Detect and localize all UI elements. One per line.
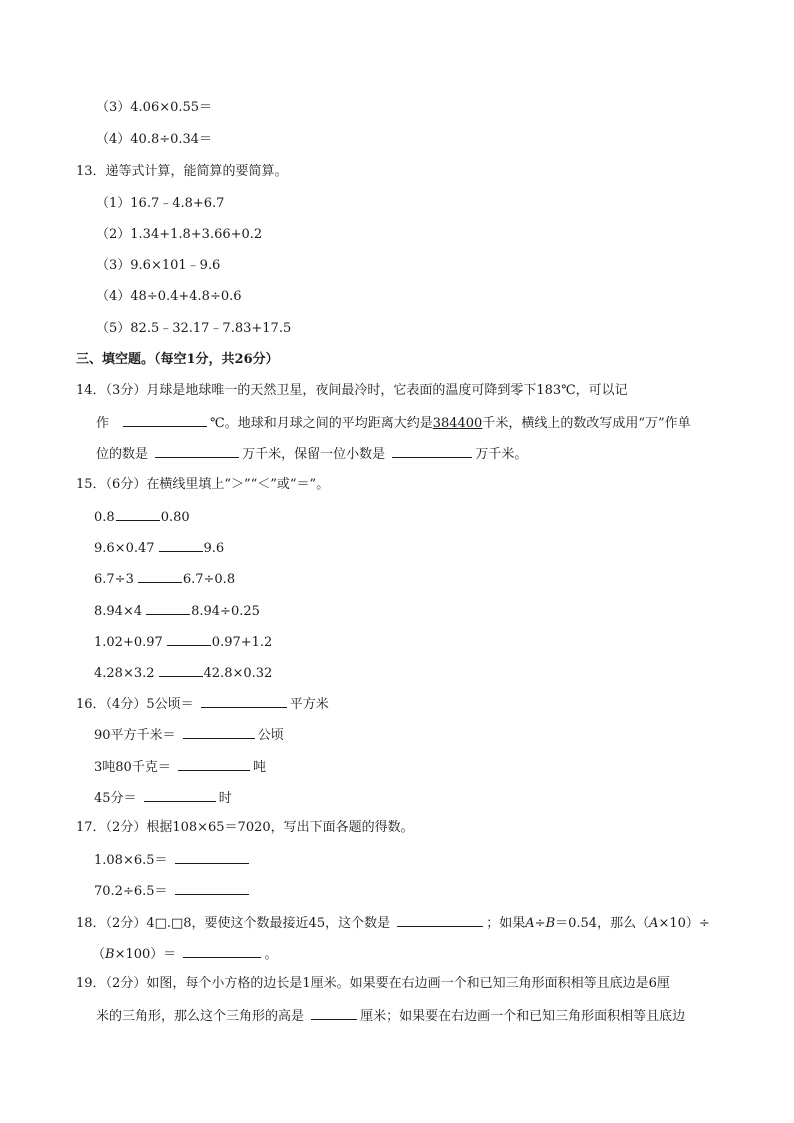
q19-line-1: 19．（2分）如图，每个小方格的边长是1厘米。如果要在右边画一个和已知三角形面积相等且底边是6厘	[76, 976, 670, 991]
answer-blank[interactable]	[392, 444, 472, 458]
q15-row-6	[94, 663, 272, 683]
q17-row-2	[94, 881, 252, 901]
q15-row-1	[94, 507, 190, 527]
q14-text: 万千米。	[475, 447, 528, 462]
q18-text: ×100）＝	[114, 947, 177, 962]
q13-item-1: （1）16.7﹣4.8+6.7	[96, 196, 225, 211]
q17-text: 1.08×6.5＝	[94, 853, 168, 868]
q15-right: 8.94÷0.25	[191, 604, 260, 619]
q19-line-2	[96, 1006, 685, 1026]
answer-blank[interactable]	[183, 944, 261, 958]
q17-title: 17．（2分）根据108×65＝7020，写出下面各题的得数。	[76, 820, 414, 835]
q15-row-5	[94, 632, 272, 652]
q18-text: （	[92, 947, 106, 962]
q18-text: ＝0.54，那么（	[555, 916, 650, 931]
variable-a: A	[649, 916, 659, 931]
section-title: 三、填空题。（每空1分，共26分）	[76, 352, 279, 367]
answer-blank[interactable]	[201, 694, 287, 708]
q16-unit: 吨	[252, 760, 266, 775]
answer-blank[interactable]	[311, 1006, 357, 1020]
q15-left: 8.94×4	[94, 604, 143, 619]
compare-blank[interactable]	[146, 601, 190, 615]
compare-blank[interactable]	[159, 538, 203, 552]
q14-text: ℃。地球和月球之间的平均距离大约是	[210, 416, 433, 431]
q18-text: ÷	[534, 916, 546, 931]
q14-underlined-number: 384400	[432, 416, 483, 431]
q18-text: 18．（2分）4□.□8，要使这个数最接近45，这个数是	[76, 916, 391, 931]
q19-text: 米的三角形，那么这个三角形的高是	[96, 1009, 305, 1024]
q18-line-1	[76, 913, 710, 933]
q16-text: 3吨80千克＝	[94, 760, 171, 775]
q14-text: 作	[96, 416, 110, 431]
q14-text: 万千米，保留一位小数是	[242, 447, 386, 462]
q14-line-2	[96, 413, 691, 433]
q17-text: 70.2÷6.5＝	[94, 884, 168, 899]
q14-line-3	[96, 444, 527, 464]
q16-row-2	[94, 725, 284, 745]
answer-blank[interactable]	[155, 444, 239, 458]
answer-blank[interactable]	[175, 850, 249, 864]
q19-text: 厘米；如果要在右边画一个和已知三角形面积相等且底边	[360, 1009, 686, 1024]
q13-title: 13．递等式计算，能简算的要简算。	[76, 164, 288, 179]
answer-blank[interactable]	[183, 725, 255, 739]
compare-blank[interactable]	[167, 632, 211, 646]
q16-row-4	[94, 788, 232, 808]
q15-right: 9.6	[203, 541, 225, 556]
q14-text: 千米，横线上的数改写成用“万”作单	[482, 416, 691, 431]
q18-text: ；如果	[486, 916, 526, 931]
q15-left: 9.6×0.47	[94, 541, 155, 556]
answer-blank[interactable]	[178, 757, 250, 771]
q16-unit: 时	[218, 791, 232, 806]
q15-left: 1.02+0.97	[94, 635, 163, 650]
q13-item-2: （2）1.34+1.8+3.66+0.2	[96, 227, 263, 242]
q13-item-4: （4）48÷0.4+4.8÷0.6	[96, 289, 242, 304]
variable-a: A	[525, 916, 535, 931]
answer-blank[interactable]	[397, 913, 483, 927]
q13-item-5: （5）82.5﹣32.17﹣7.83+17.5	[96, 321, 292, 336]
q15-left: 4.28×3.2	[94, 666, 155, 681]
q15-left: 6.7÷3	[94, 572, 134, 587]
compare-blank[interactable]	[116, 507, 160, 521]
compare-blank[interactable]	[138, 569, 182, 583]
answer-blank[interactable]	[175, 881, 249, 895]
q16-text: 16．（4分）5公顷＝	[76, 697, 194, 712]
q18-text: ×10）÷	[658, 916, 710, 931]
variable-b: B	[105, 947, 115, 962]
q18-line-2	[92, 944, 277, 964]
q12-item-3: （3）4.06×0.55＝	[96, 100, 213, 115]
q15-left: 0.8	[94, 510, 115, 525]
q14-text: 位的数是	[96, 447, 149, 462]
variable-b: B	[545, 916, 556, 931]
q16-text: 90平方千米＝	[94, 728, 176, 743]
q16-unit: 平方米	[289, 697, 329, 712]
q16-row-3	[94, 757, 266, 777]
q12-item-4: （4）40.8÷0.34＝	[96, 132, 213, 147]
q16-text: 45分＝	[94, 791, 137, 806]
q15-row-3	[94, 569, 235, 589]
q13-item-3: （3）9.6×101﹣9.6	[96, 258, 221, 273]
q15-row-2	[94, 538, 224, 558]
answer-blank[interactable]	[123, 413, 207, 427]
q15-right: 6.7÷0.8	[182, 572, 236, 587]
answer-blank[interactable]	[144, 788, 216, 802]
q15-title: 15．（6分）在横线里填上“＞”“＜”或“＝”。	[76, 477, 330, 492]
q15-right: 42.8×0.32	[203, 666, 273, 681]
q16-unit: 公顷	[257, 728, 284, 743]
q15-right: 0.80	[160, 510, 190, 525]
q14-line-1: 14．（3分）月球是地球唯一的天然卫星，夜间最冷时，它表面的温度可降到零下183℃，可以记	[76, 383, 628, 398]
q17-row-1	[94, 850, 252, 870]
q16-row-1	[76, 694, 329, 714]
q15-right: 0.97+1.2	[211, 635, 273, 650]
compare-blank[interactable]	[159, 663, 203, 677]
q15-row-4	[94, 601, 260, 621]
q18-text: 。	[264, 947, 278, 962]
